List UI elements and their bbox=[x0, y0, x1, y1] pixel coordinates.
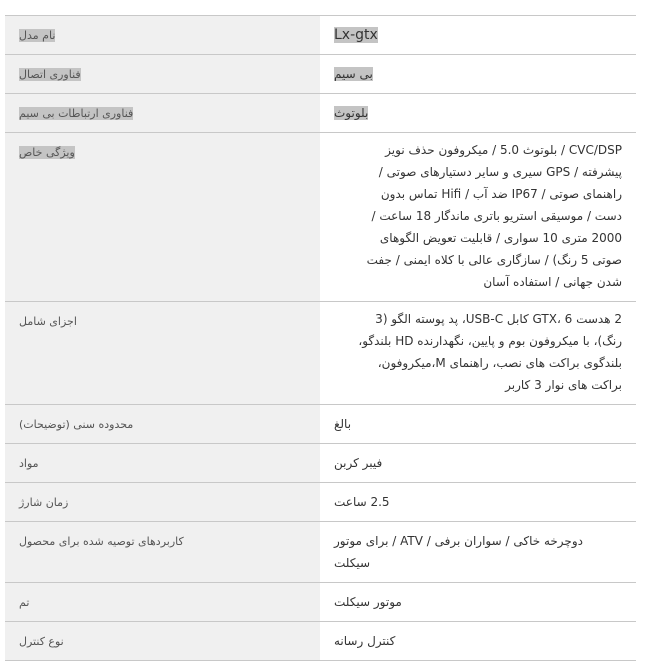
value-cell bbox=[320, 522, 636, 583]
spec-table bbox=[5, 15, 636, 661]
label-model-name: نام مدل bbox=[19, 29, 56, 42]
table-row-included-components bbox=[5, 302, 636, 405]
label-cell bbox=[5, 133, 320, 302]
value-theme: موتور سیکلت bbox=[334, 595, 402, 609]
value-cell bbox=[320, 16, 636, 55]
value-cell bbox=[320, 483, 636, 522]
label-cell bbox=[5, 405, 320, 444]
value-wireless-tech: بلوتوث bbox=[334, 106, 369, 120]
label-cell bbox=[5, 444, 320, 483]
value-cell bbox=[320, 133, 636, 302]
label-recommended-uses: کاربردهای توصیه شده برای محصول bbox=[19, 535, 184, 548]
value-connectivity: بی سیم bbox=[334, 67, 373, 81]
label-wireless-tech: فناوری ارتباطات بی سیم bbox=[19, 107, 134, 120]
value-cell bbox=[320, 405, 636, 444]
label-cell bbox=[5, 483, 320, 522]
table-row-wireless-tech bbox=[5, 94, 636, 133]
label-connectivity: فناوری اتصال bbox=[19, 68, 81, 81]
label-special-features: ویژگی خاص bbox=[19, 146, 75, 159]
label-column-tail bbox=[5, 549, 320, 555]
table-row-model-name bbox=[5, 16, 636, 55]
label-theme: تم bbox=[19, 596, 30, 609]
value-cell bbox=[320, 302, 636, 405]
label-cell bbox=[5, 622, 320, 661]
table-row-control-type bbox=[5, 622, 636, 661]
label-control-type: نوع کنترل bbox=[19, 635, 64, 648]
label-age-range: محدوده سنی (توضیحات) bbox=[19, 418, 134, 431]
table-row-connectivity bbox=[5, 55, 636, 94]
table-row-charge-time bbox=[5, 483, 636, 522]
value-cell bbox=[320, 622, 636, 661]
value-recommended-uses: دوچرخه خاکی / سواران برفی / ATV / برای موتور سیکلت bbox=[334, 534, 583, 570]
label-material: مواد bbox=[19, 457, 39, 470]
table-row-special-features bbox=[5, 133, 636, 302]
table-row-material bbox=[5, 444, 636, 483]
label-cell bbox=[5, 94, 320, 133]
value-material: فیبر کربن bbox=[334, 456, 383, 470]
value-cell bbox=[320, 55, 636, 94]
label-cell bbox=[5, 583, 320, 622]
value-age-range: بالغ bbox=[334, 417, 352, 431]
label-cell bbox=[5, 16, 320, 55]
value-model-name: Lx-gtx bbox=[334, 27, 378, 43]
label-charge-time: زمان شارژ bbox=[19, 496, 69, 509]
value-control-type: کنترل رسانه bbox=[334, 634, 396, 648]
table-row-age-range bbox=[5, 405, 636, 444]
value-cell bbox=[320, 583, 636, 622]
label-cell bbox=[5, 55, 320, 94]
table-row-theme bbox=[5, 583, 636, 622]
label-included-components: اجزای شامل bbox=[19, 315, 77, 328]
value-special-features: CVC/DSP / بلوتوث 5.0 / میکروفون حذف نویز پیشرفته / GPS سیری و سایر دستیارهای صوتی / راهنمای صوتی / IP67 ضد آب / Hifi تماس بدون دست / موسیقی استریو باتری ماندگار 18 ساعت / 2000 متری 10 سواری / قابلیت تعویض الگوهای صوتی 5 رنگ) / سازگاری عالی با کلاه ایمنی / جفت شدن جهانی / استفاده آسان bbox=[366, 143, 622, 289]
value-cell bbox=[320, 444, 636, 483]
value-charge-time: 2.5 ساعت bbox=[334, 495, 390, 509]
label-cell bbox=[5, 302, 320, 405]
value-cell bbox=[320, 94, 636, 133]
value-included-components: 2 هدست GTX، 6 کابل USB-C، پد پوسته الگو (3 رنگ)، با میکروفون بوم و پایین، نگهدارنده HD بلندگو، بلندگوی براکت های نصب، راهنمای M،میکروفون، براکت های نوار 3 کاربر bbox=[358, 312, 622, 392]
